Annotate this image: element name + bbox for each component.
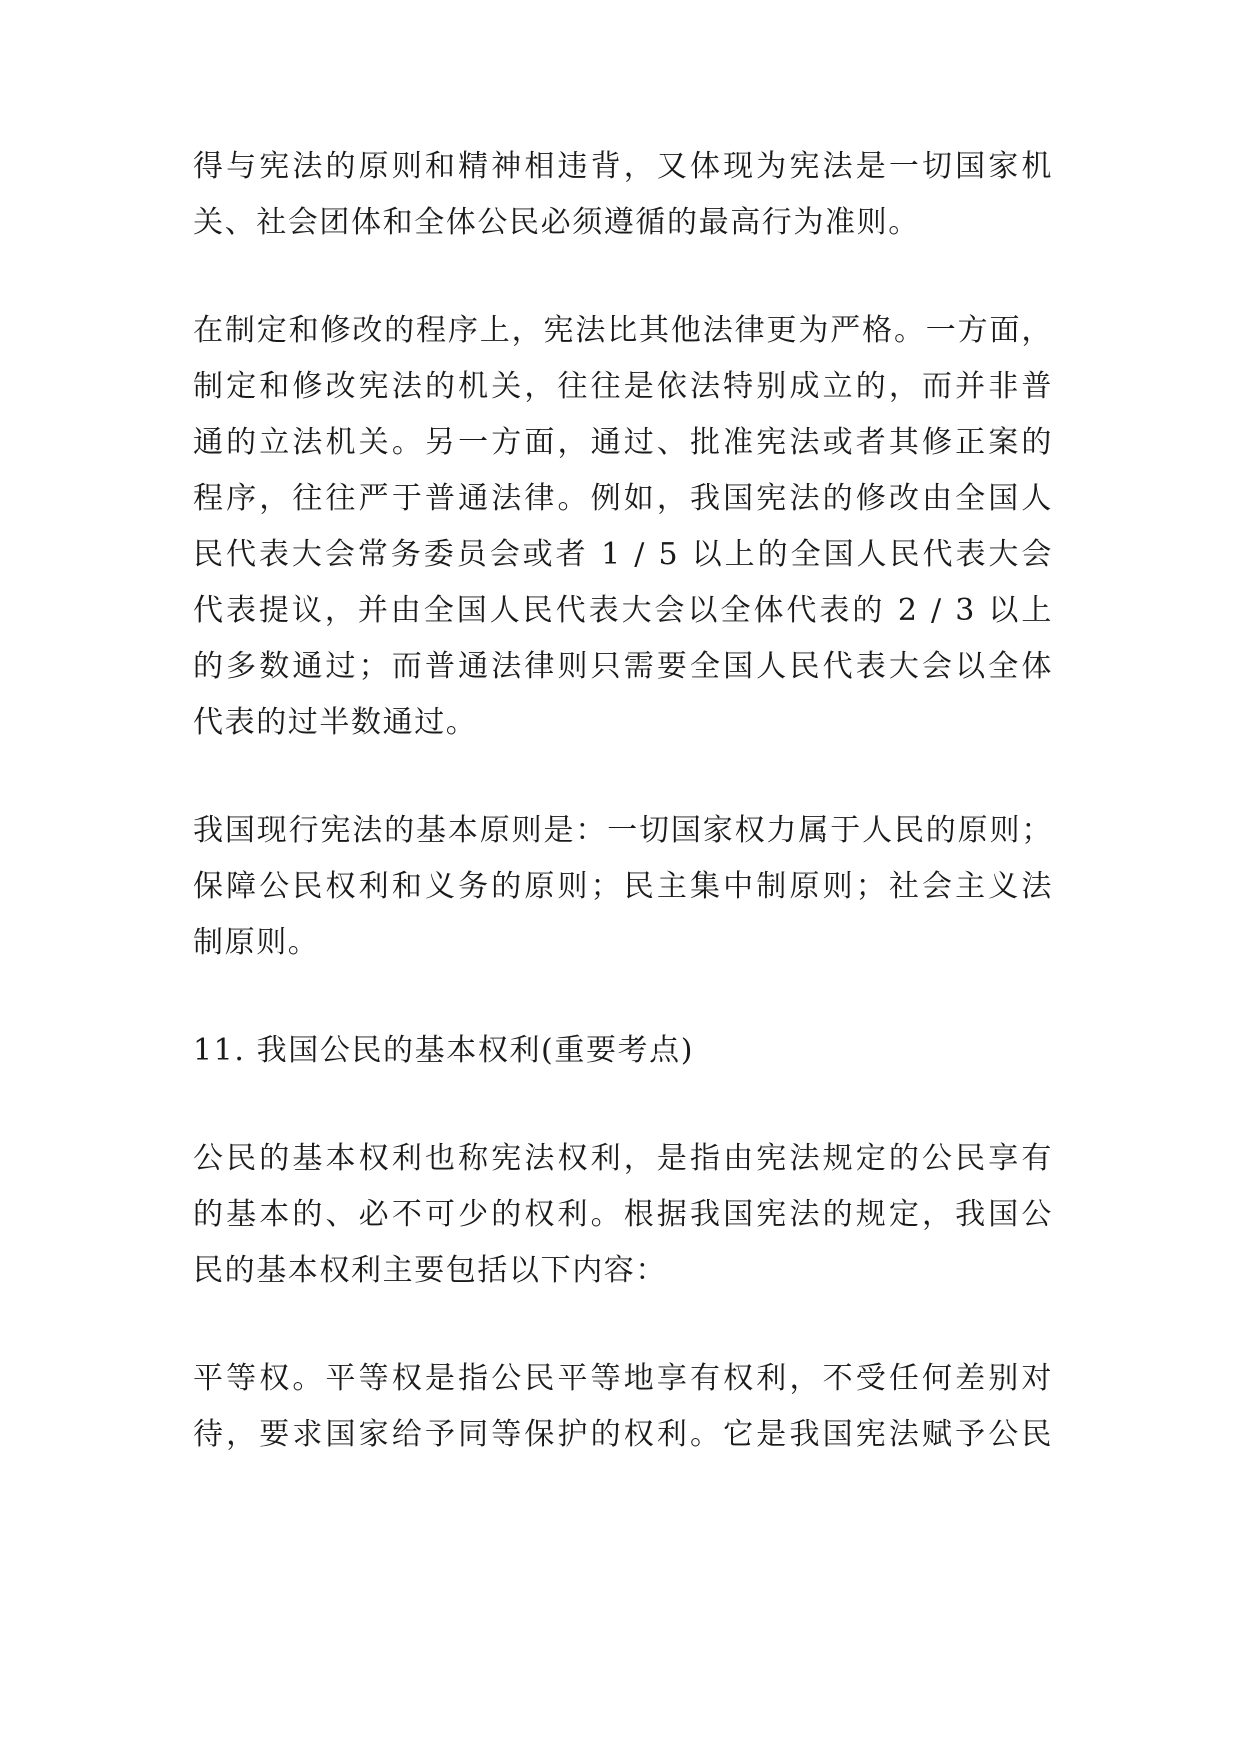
text-line: 制定和修改宪法的机关，往往是依法特别成立的，而并非普	[193, 369, 1053, 404]
text-line: 我国现行宪法的基本原则是：一切国家权力属于人民的原则；	[193, 813, 1053, 848]
text-line: 代表的过半数通过。	[193, 705, 478, 740]
text-line: 程序，往往严于普通法律。例如，我国宪法的修改由全国人	[193, 481, 1053, 516]
text-line: 待，要求国家给予同等保护的权利。它是我国宪法赋予公民	[193, 1417, 1053, 1452]
text-line: 得与宪法的原则和精神相违背，又体现为宪法是一切国家机	[193, 149, 1053, 184]
text-line: 民代表大会常务委员会或者 1 / 5 以上的全国人民代表大会	[193, 537, 1053, 572]
text-line: 平等权。平等权是指公民平等地享有权利，不受任何差别对	[193, 1361, 1053, 1396]
text-line: 民的基本权利主要包括以下内容：	[193, 1253, 667, 1288]
text-line: 保障公民权利和义务的原则；民主集中制原则；社会主义法	[193, 869, 1053, 904]
text-line: 关、社会团体和全体公民必须遵循的最高行为准则。	[193, 205, 920, 240]
text-line: 公民的基本权利也称宪法权利，是指由宪法规定的公民享有	[193, 1141, 1053, 1176]
text-line: 的多数通过；而普通法律则只需要全国人民代表大会以全体	[193, 649, 1053, 684]
text-line: 代表提议，并由全国人民代表大会以全体代表的 2 / 3 以上	[193, 593, 1053, 628]
section-heading: 11. 我国公民的基本权利(重要考点)	[193, 1033, 695, 1068]
text-line: 在制定和修改的程序上，宪法比其他法律更为严格。一方面，	[193, 313, 1053, 348]
text-line: 通的立法机关。另一方面，通过、批准宪法或者其修正案的	[193, 425, 1053, 460]
text-line: 制原则。	[193, 925, 320, 960]
text-line: 的基本的、必不可少的权利。根据我国宪法的规定，我国公	[193, 1197, 1053, 1232]
